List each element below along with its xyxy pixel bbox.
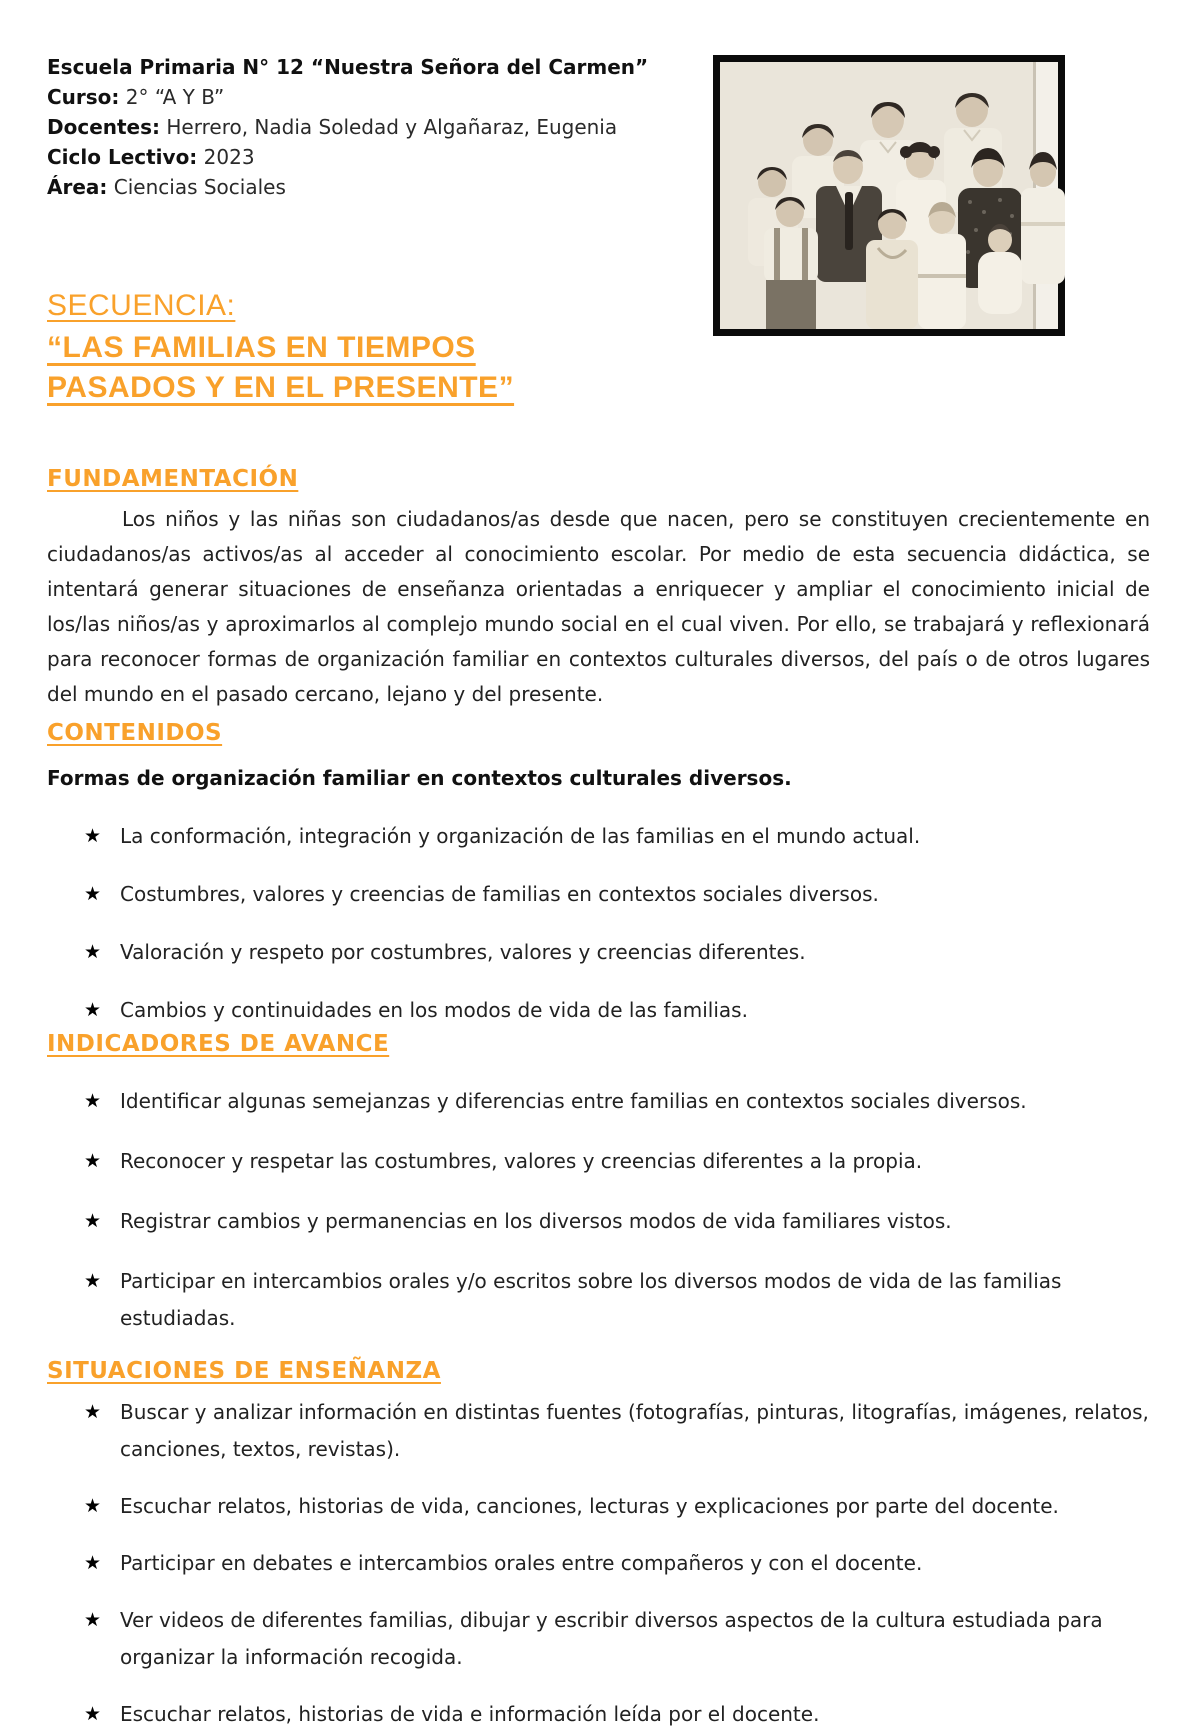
list-item xyxy=(47,876,1150,913)
list-item xyxy=(47,1083,1150,1120)
curso-value: 2° “A Y B” xyxy=(125,85,225,109)
sequence-block xyxy=(47,288,607,408)
star-bullet-icon: ★ xyxy=(84,999,102,1021)
star-bullet-icon: ★ xyxy=(84,1552,102,1574)
list-item xyxy=(47,1394,1150,1468)
star-bullet-icon: ★ xyxy=(84,1703,102,1725)
star-bullet-icon: ★ xyxy=(84,1401,102,1423)
area-line xyxy=(47,172,697,202)
list-item-text: Reconocer y respetar las costumbres, valores y creencias diferentes a la propia. xyxy=(120,1149,923,1173)
list-item-text: Valoración y respeto por costumbres, valores y creencias diferentes. xyxy=(120,940,806,964)
school-name: Escuela Primaria N° 12 “Nuestra Señora del Carmen” xyxy=(47,55,649,79)
heading-indicadores: INDICADORES DE AVANCE xyxy=(47,1031,390,1057)
list-item xyxy=(47,818,1150,855)
star-bullet-icon: ★ xyxy=(84,825,102,847)
fundamentacion-paragraph: Los niños y las niñas son ciudadanos/as desde que nacen, pero se constituyen crecientemente en ciudadanos/as activos/as al acceder al conocimiento escolar. Por medio de esta secuencia didáctica, se intentará generar situaciones de enseñanza orientadas a enriquecer y ampliar el conocimiento inicial de los/las niños/as y aproximarlos al complejo mundo social en el cual viven. Por ello, se trabajará y reflexionará para reconocer formas de organización familiar en contextos culturales diversos, del país o de otros lugares del mundo en el pasado cercano, lejano y del presente. xyxy=(47,507,1150,706)
indicadores-list xyxy=(47,1083,1150,1337)
list-item-text: Identificar algunas semejanzas y diferencias entre familias en contextos sociales diversos. xyxy=(120,1089,1027,1113)
area-label: Área: xyxy=(47,175,108,199)
family-photo xyxy=(713,55,1065,336)
contenidos-subheading: Formas de organización familiar en contextos culturales diversos. xyxy=(47,766,792,790)
docentes-value: Herrero, Nadia Soledad y Algañaraz, Eugenia xyxy=(166,115,618,139)
docentes-label: Docentes: xyxy=(47,115,161,139)
star-bullet-icon: ★ xyxy=(84,883,102,905)
situaciones-list xyxy=(47,1394,1150,1733)
list-item xyxy=(47,1545,1150,1582)
list-item xyxy=(47,1602,1150,1676)
star-bullet-icon: ★ xyxy=(84,1210,102,1232)
list-item-text: Participar en intercambios orales y/o escritos sobre los diversos modos de vida de las familias estudiadas. xyxy=(120,1269,1062,1330)
docentes-line xyxy=(47,112,697,142)
family-photo-illustration xyxy=(720,62,1058,329)
list-item-text: Costumbres, valores y creencias de familias en contextos sociales diversos. xyxy=(120,882,879,906)
ciclo-label: Ciclo Lectivo: xyxy=(47,145,198,169)
list-item-text: Participar en debates e intercambios orales entre compañeros y con el docente. xyxy=(120,1551,923,1575)
list-item-text: La conformación, integración y organización de las familias en el mundo actual. xyxy=(120,824,921,848)
list-item-text: Cambios y continuidades en los modos de vida de las familias. xyxy=(120,998,748,1022)
heading-situaciones: SITUACIONES DE ENSEÑANZA xyxy=(47,1358,441,1384)
star-bullet-icon: ★ xyxy=(84,1495,102,1517)
area-value: Ciencias Sociales xyxy=(113,175,286,199)
star-bullet-icon: ★ xyxy=(84,1270,102,1292)
list-item-text: Escuchar relatos, historias de vida e información leída por el docente. xyxy=(120,1702,820,1726)
heading-fundamentacion: FUNDAMENTACIÓN xyxy=(47,466,299,492)
contenidos-list xyxy=(47,818,1150,1029)
list-item-text: Buscar y analizar información en distintas fuentes (fotografías, pinturas, litografías, imágenes, relatos, canciones, textos, revistas). xyxy=(120,1400,1149,1461)
list-item xyxy=(47,1203,1150,1240)
list-item-text: Escuchar relatos, historias de vida, canciones, lecturas y explicaciones por parte del docente. xyxy=(120,1494,1059,1518)
list-item-text: Registrar cambios y permanencias en los diversos modos de vida familiares vistos. xyxy=(120,1209,952,1233)
sequence-title: “LAS FAMILIAS EN TIEMPOS PASADOS Y EN EL PRESENTE” xyxy=(47,331,515,404)
sequence-label: SECUENCIA: xyxy=(47,289,236,322)
star-bullet-icon: ★ xyxy=(84,1609,102,1631)
list-item xyxy=(47,1488,1150,1525)
list-item-text: Ver videos de diferentes familias, dibujar y escribir diversos aspectos de la cultura estudiada para organizar la información recogida. xyxy=(120,1608,1103,1669)
ciclo-value: 2023 xyxy=(203,145,255,169)
list-item xyxy=(47,992,1150,1029)
star-bullet-icon: ★ xyxy=(84,1090,102,1112)
document-header xyxy=(47,52,697,202)
star-bullet-icon: ★ xyxy=(84,1150,102,1172)
list-item xyxy=(47,934,1150,971)
star-bullet-icon: ★ xyxy=(84,941,102,963)
list-item xyxy=(47,1263,1150,1337)
list-item xyxy=(47,1143,1150,1180)
curso-label: Curso: xyxy=(47,85,120,109)
ciclo-line xyxy=(47,142,697,172)
list-item xyxy=(47,1696,1150,1733)
curso-line xyxy=(47,82,697,112)
heading-contenidos: CONTENIDOS xyxy=(47,720,223,746)
